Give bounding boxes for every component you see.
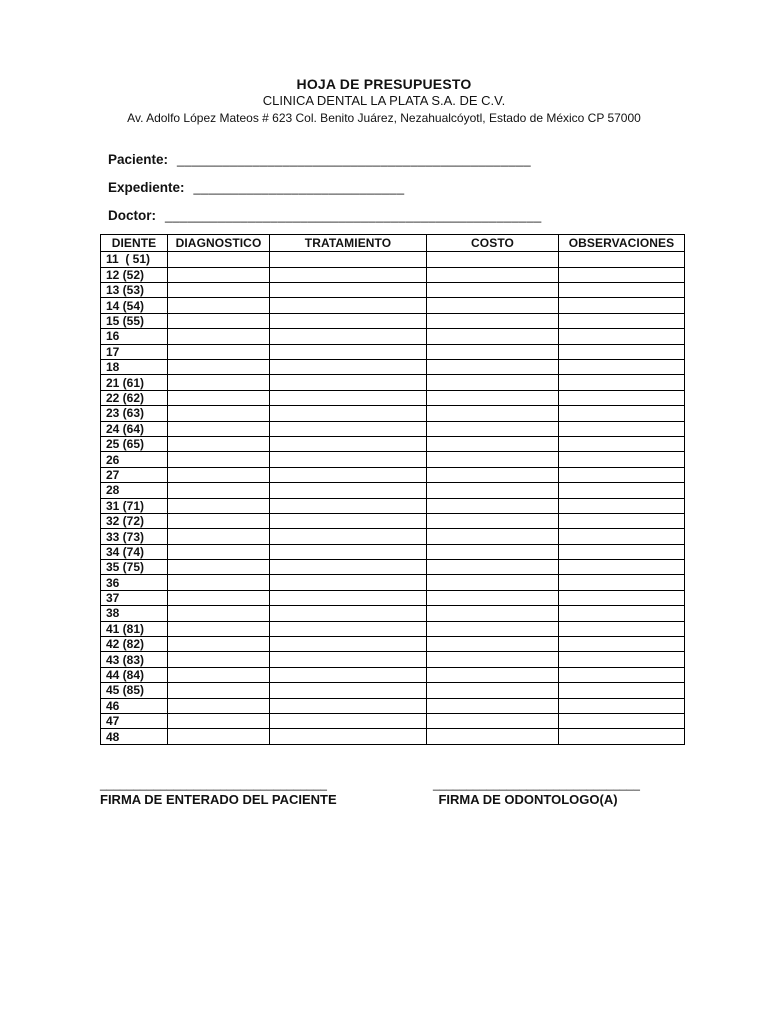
field-expediente — [108, 178, 768, 195]
costo-cell-empty — [427, 267, 559, 282]
table-row — [101, 313, 685, 328]
diagnostico-cell-empty — [168, 360, 270, 375]
costo-cell-empty — [427, 436, 559, 451]
signature-section — [100, 777, 768, 807]
tooth-number-cell: 37 — [101, 590, 168, 605]
document-title: HOJA DE PRESUPUESTO — [296, 76, 472, 92]
diagnostico-cell-empty — [168, 560, 270, 575]
tooth-number-cell: 25 (65) — [101, 436, 168, 451]
tratamiento-cell-empty — [270, 513, 427, 528]
diagnostico-cell-empty — [168, 267, 270, 282]
document-header — [0, 0, 768, 126]
costo-cell-empty — [427, 283, 559, 298]
doctor-label: Doctor: — [108, 208, 156, 224]
tooth-number-cell: 42 (82) — [101, 637, 168, 652]
table-row — [101, 529, 685, 544]
diagnostico-cell-empty — [168, 590, 270, 605]
diagnostico-cell-empty — [168, 329, 270, 344]
tooth-number-cell: 21 (61) — [101, 375, 168, 390]
observaciones-cell-empty — [559, 621, 685, 636]
observaciones-cell-empty — [559, 637, 685, 652]
clinic-address: Av. Adolfo López Mateos # 623 Col. Benito Juárez, Nezahualcóyotl, Estado de México CP 57000 — [127, 110, 641, 125]
diagnostico-cell-empty — [168, 390, 270, 405]
observaciones-cell-empty — [559, 667, 685, 682]
tratamiento-cell-empty — [270, 344, 427, 359]
column-header-diagnostico: DIAGNOSTICO — [168, 235, 270, 252]
tratamiento-cell-empty — [270, 267, 427, 282]
tooth-number-cell: 46 — [101, 698, 168, 713]
costo-cell-empty — [427, 360, 559, 375]
paciente-label: Paciente: — [108, 152, 169, 168]
diagnostico-cell-empty — [168, 252, 270, 267]
diagnostico-cell-empty — [168, 375, 270, 390]
dentist-signature-block — [433, 776, 640, 808]
tooth-number-cell: 32 (72) — [101, 513, 168, 528]
tratamiento-cell-empty — [270, 714, 427, 729]
table-row — [101, 606, 685, 621]
tratamiento-cell-empty — [270, 729, 427, 744]
tratamiento-cell-empty — [270, 421, 427, 436]
costo-cell-empty — [427, 406, 559, 421]
observaciones-cell-empty — [559, 483, 685, 498]
table-row — [101, 637, 685, 652]
costo-cell-empty — [427, 467, 559, 482]
tratamiento-cell-empty — [270, 575, 427, 590]
tratamiento-cell-empty — [270, 452, 427, 467]
dentist-signature-label: FIRMA DE ODONTOLOGO(A) — [438, 792, 618, 808]
expediente-blank-line: ____________________________ — [193, 180, 405, 196]
costo-cell-empty — [427, 498, 559, 513]
table-row — [101, 560, 685, 575]
tooth-number-cell: 26 — [101, 452, 168, 467]
diagnostico-cell-empty — [168, 544, 270, 559]
diagnostico-cell-empty — [168, 667, 270, 682]
table-row — [101, 467, 685, 482]
table-row — [101, 421, 685, 436]
tratamiento-cell-empty — [270, 375, 427, 390]
tratamiento-cell-empty — [270, 560, 427, 575]
costo-cell-empty — [427, 544, 559, 559]
doctor-blank-line: __________________________________________________ — [165, 208, 542, 224]
tratamiento-cell-empty — [270, 283, 427, 298]
table-row — [101, 621, 685, 636]
tooth-number-cell: 15 (55) — [101, 313, 168, 328]
table-row — [101, 344, 685, 359]
tratamiento-cell-empty — [270, 360, 427, 375]
costo-cell-empty — [427, 329, 559, 344]
column-header-costo: COSTO — [427, 235, 559, 252]
observaciones-cell-empty — [559, 683, 685, 698]
tooth-number-cell: 22 (62) — [101, 390, 168, 405]
diagnostico-cell-empty — [168, 652, 270, 667]
tooth-number-cell: 23 (63) — [101, 406, 168, 421]
column-header-observaciones: OBSERVACIONES — [559, 235, 685, 252]
costo-cell-empty — [427, 483, 559, 498]
diagnostico-cell-empty — [168, 483, 270, 498]
tratamiento-cell-empty — [270, 606, 427, 621]
costo-cell-empty — [427, 590, 559, 605]
diagnostico-cell-empty — [168, 344, 270, 359]
tratamiento-cell-empty — [270, 483, 427, 498]
costo-cell-empty — [427, 698, 559, 713]
table-row — [101, 436, 685, 451]
tooth-number-cell: 18 — [101, 360, 168, 375]
table-row — [101, 375, 685, 390]
costo-cell-empty — [427, 606, 559, 621]
tratamiento-cell-empty — [270, 406, 427, 421]
diagnostico-cell-empty — [168, 513, 270, 528]
observaciones-cell-empty — [559, 329, 685, 344]
observaciones-cell-empty — [559, 360, 685, 375]
diagnostico-cell-empty — [168, 452, 270, 467]
diagnostico-cell-empty — [168, 498, 270, 513]
table-row — [101, 390, 685, 405]
tratamiento-cell-empty — [270, 467, 427, 482]
field-paciente — [108, 150, 768, 167]
observaciones-cell-empty — [559, 575, 685, 590]
costo-cell-empty — [427, 252, 559, 267]
table-row — [101, 683, 685, 698]
costo-cell-empty — [427, 714, 559, 729]
observaciones-cell-empty — [559, 298, 685, 313]
field-doctor — [108, 206, 768, 223]
observaciones-cell-empty — [559, 513, 685, 528]
tooth-number-cell: 13 (53) — [101, 283, 168, 298]
tratamiento-cell-empty — [270, 298, 427, 313]
expediente-label: Expediente: — [108, 180, 185, 196]
tratamiento-cell-empty — [270, 590, 427, 605]
tratamiento-cell-empty — [270, 698, 427, 713]
budget-table-body — [101, 252, 685, 745]
observaciones-cell-empty — [559, 267, 685, 282]
table-row — [101, 714, 685, 729]
costo-cell-empty — [427, 375, 559, 390]
observaciones-cell-empty — [559, 452, 685, 467]
tratamiento-cell-empty — [270, 667, 427, 682]
costo-cell-empty — [427, 652, 559, 667]
tratamiento-cell-empty — [270, 313, 427, 328]
diagnostico-cell-empty — [168, 298, 270, 313]
observaciones-cell-empty — [559, 313, 685, 328]
patient-signature-label: FIRMA DE ENTERADO DEL PACIENTE — [100, 792, 337, 808]
tooth-number-cell: 11 ( 51) — [101, 252, 168, 267]
observaciones-cell-empty — [559, 390, 685, 405]
table-row — [101, 729, 685, 744]
table-row — [101, 667, 685, 682]
diagnostico-cell-empty — [168, 683, 270, 698]
tooth-number-cell: 27 — [101, 467, 168, 482]
tooth-number-cell: 41 (81) — [101, 621, 168, 636]
diagnostico-cell-empty — [168, 313, 270, 328]
diagnostico-cell-empty — [168, 714, 270, 729]
table-row — [101, 590, 685, 605]
tooth-number-cell: 16 — [101, 329, 168, 344]
table-row — [101, 298, 685, 313]
observaciones-cell-empty — [559, 729, 685, 744]
diagnostico-cell-empty — [168, 729, 270, 744]
dentist-signature-line: _______________________________ — [433, 776, 640, 791]
observaciones-cell-empty — [559, 498, 685, 513]
tooth-number-cell: 44 (84) — [101, 667, 168, 682]
diagnostico-cell-empty — [168, 529, 270, 544]
tooth-number-cell: 47 — [101, 714, 168, 729]
table-row — [101, 483, 685, 498]
observaciones-cell-empty — [559, 467, 685, 482]
column-header-diente: DIENTE — [101, 235, 168, 252]
tooth-number-cell: 35 (75) — [101, 560, 168, 575]
diagnostico-cell-empty — [168, 467, 270, 482]
costo-cell-empty — [427, 390, 559, 405]
tooth-number-cell: 48 — [101, 729, 168, 744]
tooth-number-cell: 31 (71) — [101, 498, 168, 513]
costo-cell-empty — [427, 575, 559, 590]
tratamiento-cell-empty — [270, 390, 427, 405]
table-row — [101, 652, 685, 667]
patient-info-fields — [108, 150, 768, 223]
costo-cell-empty — [427, 298, 559, 313]
diagnostico-cell-empty — [168, 421, 270, 436]
observaciones-cell-empty — [559, 406, 685, 421]
costo-cell-empty — [427, 729, 559, 744]
diagnostico-cell-empty — [168, 283, 270, 298]
tooth-number-cell: 28 — [101, 483, 168, 498]
tooth-number-cell: 36 — [101, 575, 168, 590]
costo-cell-empty — [427, 683, 559, 698]
clinic-name: CLINICA DENTAL LA PLATA S.A. DE C.V. — [262, 93, 506, 109]
patient-signature-block — [100, 776, 337, 808]
tooth-number-cell: 45 (85) — [101, 683, 168, 698]
tooth-number-cell: 24 (64) — [101, 421, 168, 436]
tratamiento-cell-empty — [270, 637, 427, 652]
table-row — [101, 267, 685, 282]
observaciones-cell-empty — [559, 544, 685, 559]
table-row — [101, 406, 685, 421]
diagnostico-cell-empty — [168, 698, 270, 713]
tooth-number-cell: 33 (73) — [101, 529, 168, 544]
table-row — [101, 329, 685, 344]
table-row — [101, 252, 685, 267]
costo-cell-empty — [427, 313, 559, 328]
table-row — [101, 544, 685, 559]
observaciones-cell-empty — [559, 606, 685, 621]
table-row — [101, 452, 685, 467]
costo-cell-empty — [427, 452, 559, 467]
tooth-number-cell: 14 (54) — [101, 298, 168, 313]
diagnostico-cell-empty — [168, 637, 270, 652]
table-row — [101, 360, 685, 375]
tooth-number-cell: 17 — [101, 344, 168, 359]
column-header-tratamiento: TRATAMIENTO — [270, 235, 427, 252]
tooth-number-cell: 38 — [101, 606, 168, 621]
observaciones-cell-empty — [559, 714, 685, 729]
diagnostico-cell-empty — [168, 621, 270, 636]
tooth-number-cell: 12 (52) — [101, 267, 168, 282]
tratamiento-cell-empty — [270, 436, 427, 451]
tratamiento-cell-empty — [270, 621, 427, 636]
patient-signature-line: __________________________________ — [100, 776, 327, 791]
table-row — [101, 513, 685, 528]
observaciones-cell-empty — [559, 529, 685, 544]
observaciones-cell-empty — [559, 590, 685, 605]
costo-cell-empty — [427, 621, 559, 636]
observaciones-cell-empty — [559, 344, 685, 359]
costo-cell-empty — [427, 560, 559, 575]
diagnostico-cell-empty — [168, 575, 270, 590]
tooth-number-cell: 34 (74) — [101, 544, 168, 559]
tratamiento-cell-empty — [270, 252, 427, 267]
observaciones-cell-empty — [559, 652, 685, 667]
observaciones-cell-empty — [559, 698, 685, 713]
observaciones-cell-empty — [559, 252, 685, 267]
table-row — [101, 283, 685, 298]
paciente-blank-line: _______________________________________________ — [177, 152, 531, 168]
tratamiento-cell-empty — [270, 329, 427, 344]
costo-cell-empty — [427, 421, 559, 436]
costo-cell-empty — [427, 513, 559, 528]
diagnostico-cell-empty — [168, 436, 270, 451]
tratamiento-cell-empty — [270, 498, 427, 513]
costo-cell-empty — [427, 637, 559, 652]
tratamiento-cell-empty — [270, 652, 427, 667]
budget-table-header — [101, 235, 685, 252]
header-row — [101, 235, 685, 252]
observaciones-cell-empty — [559, 560, 685, 575]
table-row — [101, 698, 685, 713]
observaciones-cell-empty — [559, 421, 685, 436]
table-row — [101, 498, 685, 513]
budget-table — [100, 234, 685, 745]
diagnostico-cell-empty — [168, 406, 270, 421]
tratamiento-cell-empty — [270, 683, 427, 698]
tooth-number-cell: 43 (83) — [101, 652, 168, 667]
observaciones-cell-empty — [559, 375, 685, 390]
observaciones-cell-empty — [559, 283, 685, 298]
costo-cell-empty — [427, 529, 559, 544]
costo-cell-empty — [427, 344, 559, 359]
costo-cell-empty — [427, 667, 559, 682]
tratamiento-cell-empty — [270, 544, 427, 559]
diagnostico-cell-empty — [168, 606, 270, 621]
table-row — [101, 575, 685, 590]
tratamiento-cell-empty — [270, 529, 427, 544]
observaciones-cell-empty — [559, 436, 685, 451]
